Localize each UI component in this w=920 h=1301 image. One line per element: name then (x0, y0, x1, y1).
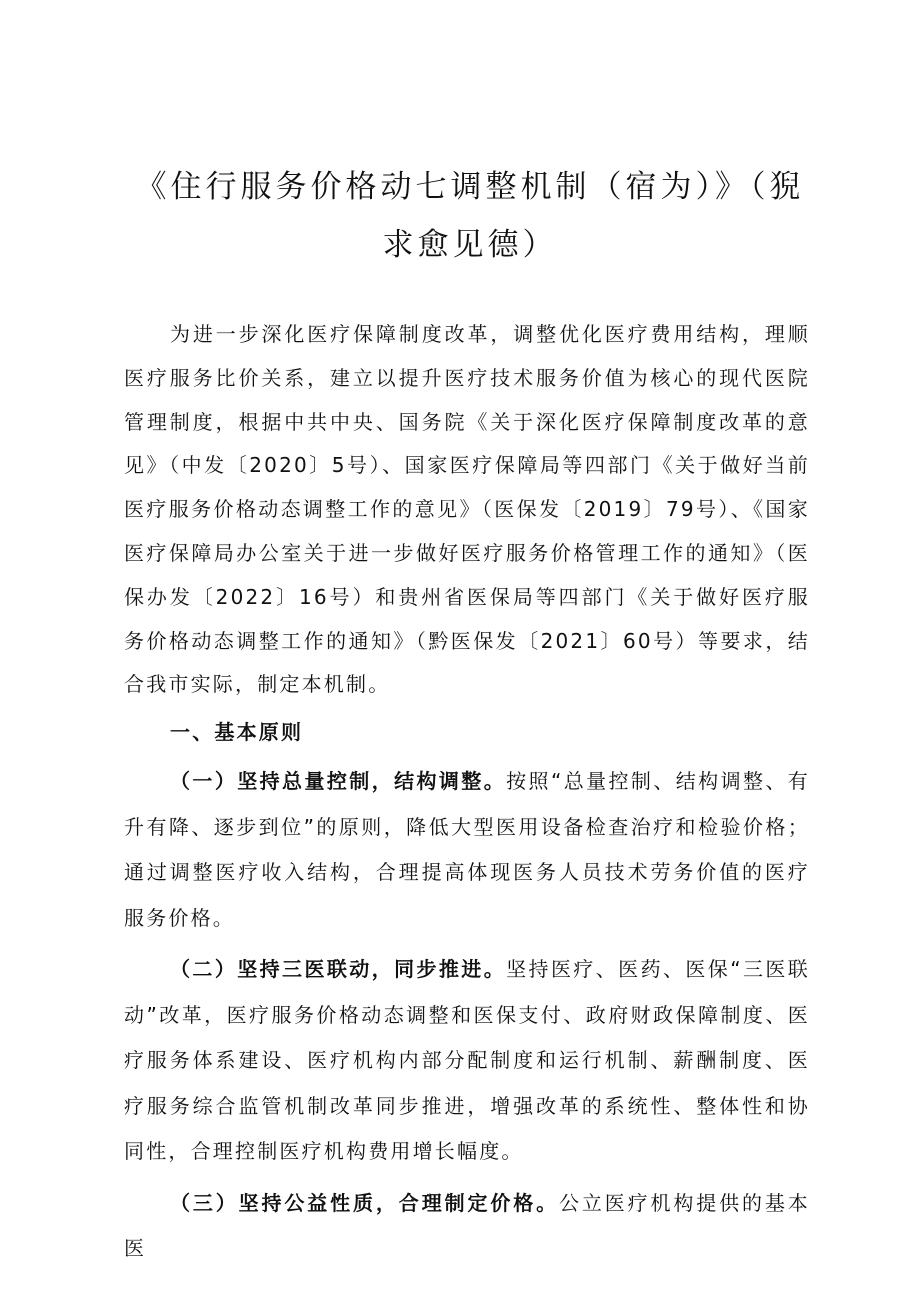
principle-text: 坚持医疗、医药、医保“三医联动”改革，医疗服务价格动态调整和医保支付、政府财政保障制度、医疗服务体系建设、医疗机构内部分配制度和运行机制、薪酬制度、医疗服务综合监管机制改革同步推进，增强改革的系统性、整体性和协同性，合理控制医疗机构费用增长幅度。 (124, 957, 810, 1164)
section-heading-basic-principles: 一、基本原则 (170, 720, 304, 745)
intro-paragraph: 为进一步深化医疗保障制度改革，调整优化医疗费用结构，理顺医疗服务比价关系，建立以提升医疗技术服务价值为核心的现代医院管理制度，根据中共中央、国务院《关于深化医疗保障制度改革的意见》（中发〔2020〕5号）、国家医疗保障局等四部门《关于做好当前医疗服务价格动态调整工作的意见》（医保发〔2019〕79号）、《国家医疗保障局办公室关于进一步做好医疗服务价格管理工作的通知》（医保办发〔2022〕16号）和贵州省医保局等四部门《关于做好医疗服务价格动态调整工作的通知》（黔医保发〔2021〕60号）等要求，结合我市实际，制定本机制。 (124, 322, 810, 697)
principle-text: 公立医疗机构提供的基本医 (124, 1190, 810, 1261)
document-body (124, 313, 810, 1272)
principle-paragraph-2 (124, 947, 810, 1175)
principle-lead: （二）坚持三医联动，同步推进。 (170, 957, 507, 982)
principle-lead: （三）坚持公益性质，合理制定价格。 (170, 1190, 559, 1215)
principle-paragraph-1 (124, 759, 810, 941)
document-title: 《住行服务价格动七调整机制（宿为）》（猊求愈见德） (135, 169, 805, 263)
principle-text: 按照“总量控制、结构调整、有升有降、逐步到位”的原则，降低大型医用设备检查治疗和检验价格；通过调整医疗收入结构，合理提高体现医务人员技术劳务价值的医疗服务价格。 (124, 769, 810, 930)
principle-paragraph-3 (124, 1181, 810, 1272)
principle-lead: （一）坚持总量控制，结构调整。 (170, 769, 507, 794)
